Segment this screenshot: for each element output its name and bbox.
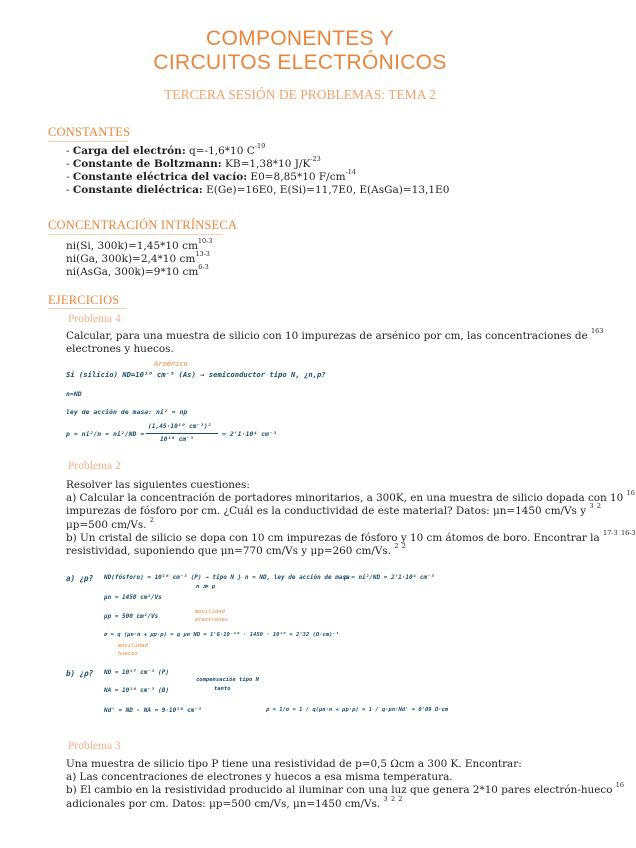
constant-item: - Constante de Boltzmann: KB=1,38*10 $J/K^{-23}$ xyxy=(66,155,321,170)
handwritten-note: movilidad xyxy=(195,609,225,615)
handwritten-line: n=ND xyxy=(66,390,82,398)
handwritten-note: movilidad xyxy=(118,643,148,649)
section-divider xyxy=(48,234,223,235)
document-subtitle: TERCERA SESIÓN DE PROBLEMAS: TEMA 2 xyxy=(164,87,436,102)
problem-2-statement: Resolver las siguientes cuestiones: a) Calcular la concentración de portadores minoritarios, a 300K, en una muestra de silicio dopada con 10 $^{16}$ impurezas de fósforo por cm. ¿Cuál es la conductividad de este material? Datos: μn=1450 cm/Vs y $^3$ $^2$ μp=500 cm/Vs. $^2$ b) Un cristal de silicio se dopa con 10 cm impurezas de fósforo y 10 cm átomos de boro. Encontrar la $^{17-3}$ $^{16-3}$ resistividad, suponiendo que μn=770 cm/Vs y μp=260 cm/Vs. $^2$ $^2$ xyxy=(66,479,636,558)
handwritten-line: NA = 10¹⁶ cm⁻³ (B) xyxy=(104,687,170,694)
handwritten-line: ρ = 1/σ = 1 / q(μn·n + μp·p) = 1 / q·μn·Nd' = 0'09 Ω·cm xyxy=(266,707,449,713)
intrinsic-item: ni(Si, 300k)=1,45*10 $cm^{10-3}$ xyxy=(66,237,213,252)
handwritten-line: ley de acción de masa: ni² = np xyxy=(66,408,188,416)
document-title-line1: COMPONENTES Y xyxy=(206,27,394,50)
constant-item: - Constante eléctrica del vacío: E0=8,85*10 $F/cm^{-14}$ xyxy=(66,168,357,183)
handwritten-label: b) ¿ρ? xyxy=(66,669,94,678)
problem-3-statement: Una muestra de silicio tipo P tiene una resistividad de p=0,5 Ωcm a 300 K. Encontrar: a) Las concentraciones de electrones y huecos a esa misma temperatura. b) El cambio en la resistividad producido al iluminar con una luz que genera 2*10 pares electrón-hueco $^{16}$ adicionales por cm. Datos: μp=500 cm/Vs, μn=1450 cm/Vs. $^3$ $^2$ $^2$ xyxy=(66,758,625,810)
section-heading-concentracion: CONCENTRACIÓN INTRÍNSECA xyxy=(48,218,238,232)
handwritten-line: n ≫ p xyxy=(196,584,216,590)
handwritten-label: a) ¿p? xyxy=(66,574,94,583)
constant-item: - Carga del electrón: q=-1,6*10 $C^{-19}$ xyxy=(66,142,266,157)
handwritten-line: ND(fósforo) = 10¹⁶ cm⁻³ (P) → tipo N } n = ND, ley de acción de masa xyxy=(104,574,350,581)
handwritten-line: μn = 1450 cm²/Vs xyxy=(104,594,162,601)
handwritten-line: tanto xyxy=(214,686,231,692)
problem-3-title: Problema 3 xyxy=(68,740,121,752)
handwritten-fraction-denominator: 10¹⁶ cm⁻³ xyxy=(160,436,194,443)
fraction-bar xyxy=(146,433,218,434)
handwritten-note: huecos xyxy=(118,651,138,657)
handwritten-line: p = ni²/ND = 2'1·10⁴ cm⁻³ xyxy=(344,574,435,581)
handwritten-line: Nd' = ND - NA = 9·10¹⁶ cm⁻³ xyxy=(104,707,202,714)
handwritten-note: electrones xyxy=(195,617,229,623)
section-divider xyxy=(48,141,128,142)
problem-2-title: Problema 2 xyxy=(68,460,121,472)
handwritten-line: Si (silicio) ND=10¹⁶ cm⁻³ (As) → semiconductor tipo N, ¿n,p? xyxy=(66,370,326,379)
intrinsic-item: ni(AsGa, 300k)=9*10 $cm^{6-3}$ xyxy=(66,263,209,278)
handwritten-fraction-numerator: (1,45·10¹⁰ cm⁻³)² xyxy=(148,423,212,430)
handwritten-line: ND = 10¹⁷ cm⁻³ (P) xyxy=(104,669,170,676)
handwritten-line: = 2'1·10⁴ cm⁻³ xyxy=(222,430,277,438)
handwritten-line: σ = q (μn·n + μp·p) = q μn ND = 1'6·10⁻¹⁹ · 1450 · 10¹⁶ = 2'32 (Ω·cm)⁻¹ xyxy=(104,632,340,638)
handwritten-note: Arsénico xyxy=(154,360,188,368)
handwritten-line: μp = 500 cm²/Vs xyxy=(104,613,159,620)
problem-4-title: Problema 4 xyxy=(68,313,121,325)
section-divider xyxy=(48,308,126,309)
problem-4-statement: Calcular, para una muestra de silicio con 10 impurezas de arsénico por cm, las concentraciones de $^{163}$ electrones y huecos. xyxy=(66,327,604,356)
handwritten-line: p = ni²/n = ni²/ND = xyxy=(66,430,145,438)
section-heading-constantes: CONSTANTES xyxy=(48,125,131,139)
section-heading-ejercicios: EJERCICIOS xyxy=(48,293,120,307)
document-title-line2: CIRCUITOS ELECTRÓNICOS xyxy=(153,51,447,74)
intrinsic-item: ni(Ga, 300k)=2,4*10 $cm^{13-3}$ xyxy=(66,250,210,265)
constant-item: - Constante dieléctrica: E(Ge)=16E0, E(Si)=11,7E0, E(AsGa)=13,1E0 xyxy=(66,184,450,196)
handwritten-line: compensación tipo N xyxy=(196,677,259,683)
